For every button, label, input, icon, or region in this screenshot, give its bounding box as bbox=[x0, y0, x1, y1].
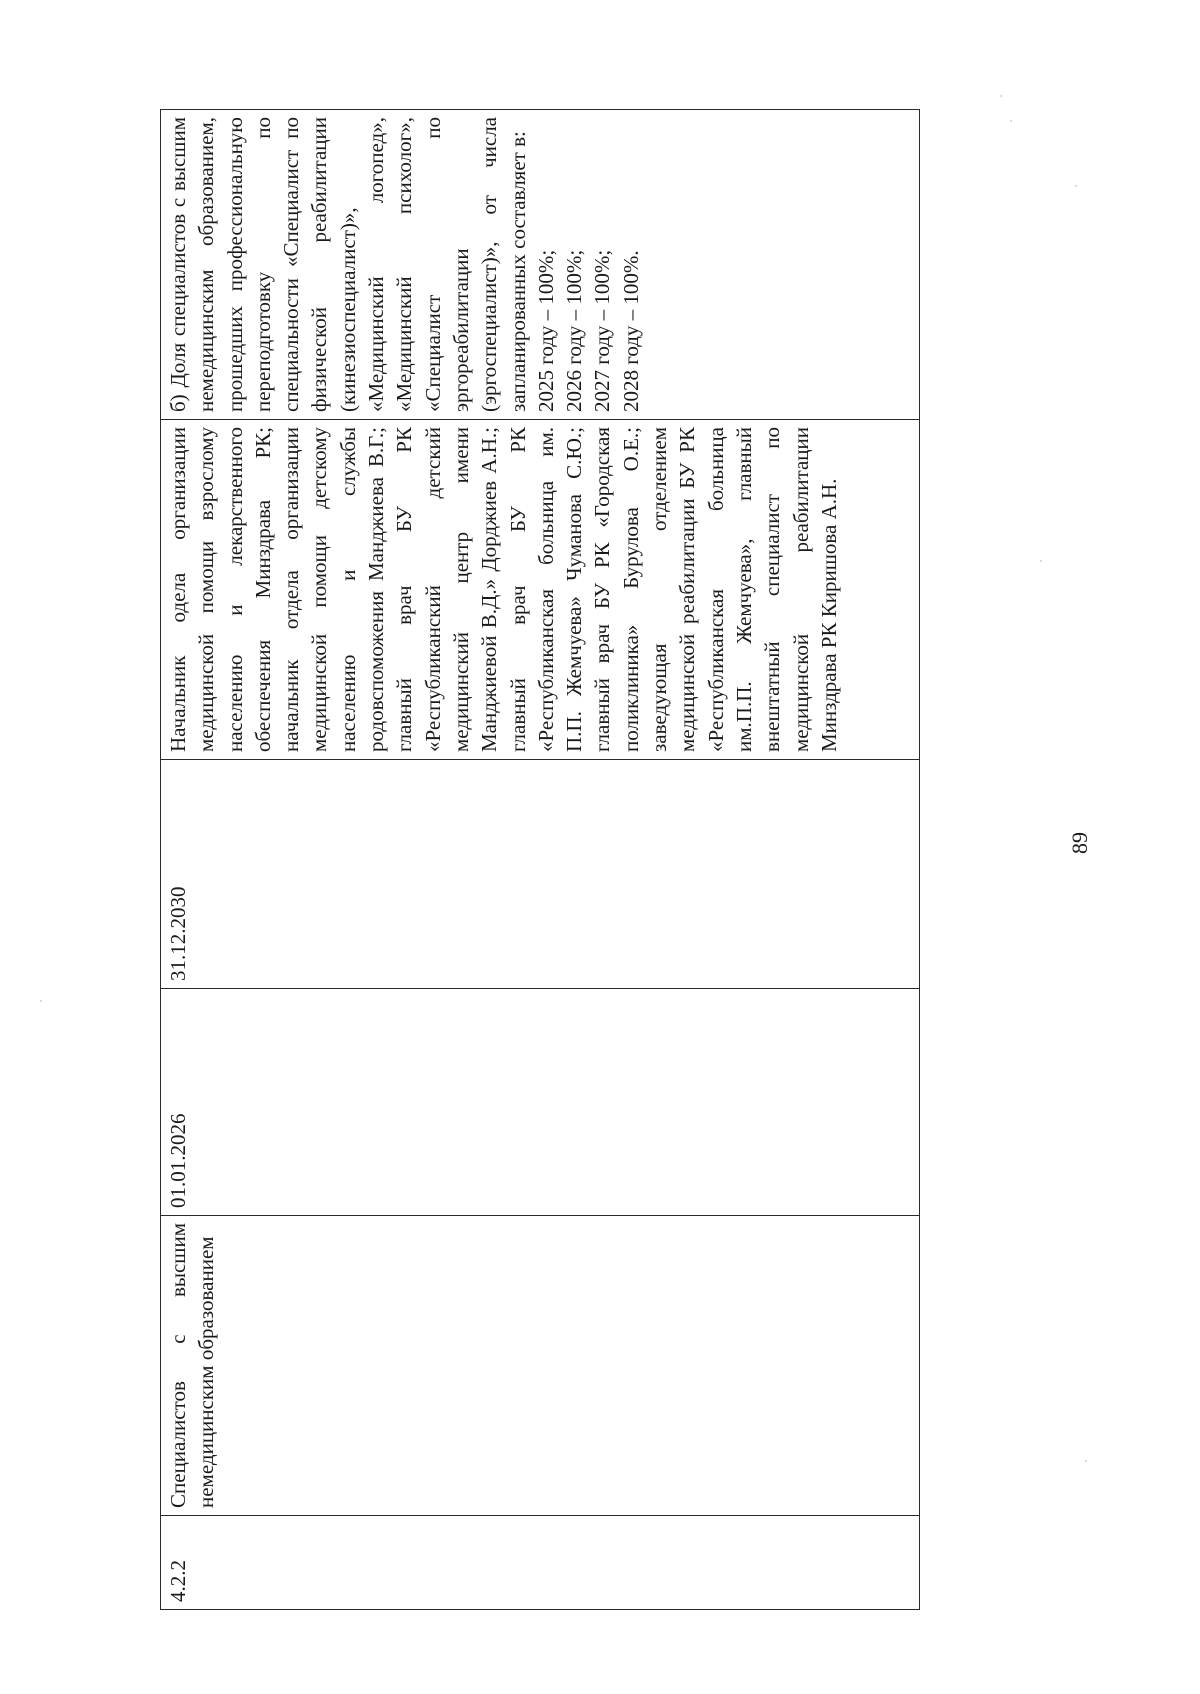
scan-speck bbox=[1000, 95, 1002, 97]
responsible-cell bbox=[161, 420, 920, 760]
indicator-year-2025: 2025 году – 100%; bbox=[533, 249, 558, 412]
page-number: 89 bbox=[1067, 832, 1092, 854]
responsible-persons: Начальник одела организации медицинской помощи взрослому населению и лекарственного обеспечения Минздрава РК; начальник отдела организации медицинской помощи детскому населению и службы родовспоможения Манджиева В.Г.; главный врач БУ РК «Республиканский детский медицинский центр имени Манджиевой В.Д.» Дорджиев А.Н.; главный врач БУ РК «Республиканская больница им. П.П. Жемчуева» Чуманова С.Ю.; главный врач БУ РК «Городская поликлиника» Бурулова О.Е.; заведующая отделением медицинской реабилитации БУ РК «Республиканская больница им.П.П. Жемчуева», главный внештатный специалист по медицинской реабилитации Минздрава РК Киришова А.Н. bbox=[166, 427, 841, 752]
scan-speck bbox=[1085, 1460, 1087, 1462]
start-date: 01.01.2026 bbox=[166, 1113, 190, 1208]
scan-speck bbox=[1075, 185, 1077, 187]
indicator-year-2026: 2026 году – 100%; bbox=[562, 249, 587, 412]
row-number: 4.2.2 bbox=[166, 1560, 190, 1602]
measures-table bbox=[160, 109, 920, 1610]
measure-name-cell bbox=[161, 1216, 920, 1516]
scan-speck bbox=[40, 1000, 42, 1002]
table-row bbox=[161, 110, 920, 1610]
indicator-text bbox=[164, 117, 645, 412]
indicator-year-2028: 2028 году – 100%. bbox=[618, 250, 643, 412]
start-date-cell bbox=[161, 989, 920, 1216]
scan-speck bbox=[1040, 560, 1042, 562]
indicator-year-2027: 2027 году – 100%; bbox=[590, 249, 615, 412]
scan-speck bbox=[1010, 120, 1012, 122]
indicator-cell bbox=[161, 110, 920, 420]
indicator-description: б) Доля специалистов с высшим немедицинским образованием, прошедших профессиональную переподготовку по специальности «Специалист по физической реабилитации (кинезиоспециалист)», «Медицинский логопед», «Медицинский психолог», «Специалист по эргореабилитации (эргоспециалист)», от числа запланированных составляет в: bbox=[166, 117, 530, 412]
rotated-page-content bbox=[160, 110, 920, 1610]
measure-name: Специалистов с высшим немедицинским образованием bbox=[166, 1223, 219, 1508]
end-date-cell bbox=[161, 760, 920, 989]
end-date: 31.12.2030 bbox=[166, 886, 190, 981]
row-number-cell bbox=[161, 1516, 920, 1610]
